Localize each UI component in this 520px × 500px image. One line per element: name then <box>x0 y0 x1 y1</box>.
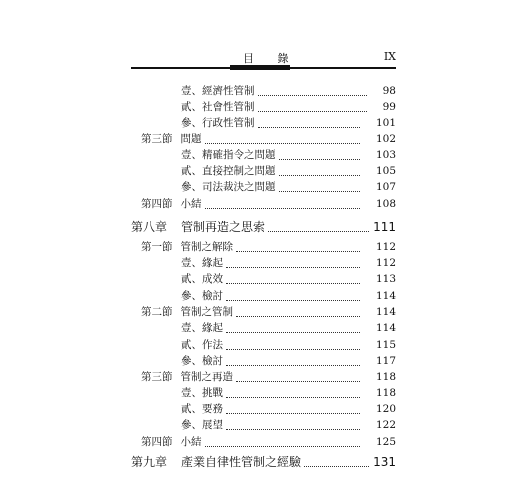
toc-section-number: 第八章 <box>131 220 168 234</box>
toc-page-number: 114 <box>375 290 396 302</box>
toc-section-number: 第三節 <box>141 133 173 145</box>
toc-entry-label <box>141 132 202 147</box>
toc-entry-title: 貳、直接控制之問題 <box>181 165 276 177</box>
toc-page-number: 102 <box>375 133 396 145</box>
toc-leader-dots <box>205 438 360 447</box>
toc-entry-label <box>181 402 223 417</box>
toc-entry-title: 產業自律性管制之經驗 <box>181 455 302 469</box>
toc-entry-label <box>181 180 276 195</box>
toc-entry-label <box>131 453 301 471</box>
toc-entry-label <box>181 321 223 336</box>
toc-entry-title: 貳、成效 <box>181 273 223 285</box>
toc-entry-title: 管制再造之思索 <box>181 220 266 234</box>
toc-entry-title: 壹、精確指令之問題 <box>181 149 276 161</box>
toc-section-number: 第四節 <box>141 198 173 210</box>
toc-leader-dots <box>226 259 360 268</box>
toc-leader-dots <box>279 167 360 176</box>
toc-entry-label <box>141 197 202 212</box>
toc-page-number: 115 <box>375 339 396 351</box>
toc-leader-dots <box>205 135 360 144</box>
toc-page-number: 103 <box>375 149 396 161</box>
toc-chapter-row <box>131 453 396 471</box>
toc-chapter-row <box>131 218 396 236</box>
toc-page-number: 118 <box>375 387 396 399</box>
toc-entry-label <box>141 240 233 255</box>
header-rule-accent <box>230 65 290 70</box>
toc-entry-label <box>131 218 265 236</box>
toc-leader-dots <box>226 405 360 414</box>
toc-entry-title: 參、檢討 <box>181 290 223 302</box>
toc-item-row <box>131 180 396 195</box>
toc-leader-dots <box>226 357 360 366</box>
toc-entry-label <box>141 305 233 320</box>
toc-entry-label <box>141 370 233 385</box>
toc-entry-label <box>181 100 255 115</box>
toc-leader-dots <box>236 243 360 252</box>
toc-item-row <box>131 354 396 369</box>
toc-page-number: 112 <box>375 241 396 253</box>
toc-page-number: 117 <box>375 355 396 367</box>
toc-item-row <box>131 418 396 433</box>
toc-item-row <box>131 402 396 417</box>
toc-leader-dots <box>226 341 360 350</box>
toc-entry-title: 貳、要務 <box>181 403 223 415</box>
toc-entry-title: 參、檢討 <box>181 355 223 367</box>
toc-leader-dots <box>226 324 360 333</box>
toc-leader-dots <box>236 373 360 382</box>
toc-entry-title: 管制之解除 <box>180 241 233 253</box>
toc-leader-dots <box>279 183 360 192</box>
toc-item-row <box>131 100 396 115</box>
toc-entry-title: 壹、緣起 <box>181 322 223 334</box>
toc-entry-title: 壹、挑戰 <box>181 387 223 399</box>
toc-leader-dots <box>268 223 369 232</box>
toc-item-row <box>131 164 396 179</box>
toc-leader-dots <box>226 389 360 398</box>
toc-entry-title: 參、展望 <box>181 419 223 431</box>
toc-leader-dots <box>258 103 367 112</box>
toc-section-number: 第二節 <box>141 306 173 318</box>
toc-entry-title: 壹、緣起 <box>181 257 223 269</box>
toc-page-number: 112 <box>375 257 396 269</box>
toc-section-row <box>131 305 396 320</box>
toc-entry-title: 小結 <box>180 198 202 210</box>
toc-section-number: 第九章 <box>131 455 168 469</box>
toc-entry-title: 貳、社會性管制 <box>181 101 255 113</box>
toc-item-row <box>131 272 396 287</box>
toc-entry-title: 壹、經濟性管制 <box>181 85 255 97</box>
toc-entry-label <box>181 289 223 304</box>
toc-entry-title: 問題 <box>180 133 202 145</box>
toc-entry-label <box>181 386 223 401</box>
toc-page-number: 122 <box>375 419 396 431</box>
toc-leader-dots <box>226 292 360 301</box>
toc-entry-label <box>181 256 223 271</box>
toc-page-number: 120 <box>375 403 396 415</box>
toc-section-number: 第一節 <box>141 241 173 253</box>
toc-page-number: 114 <box>375 306 396 318</box>
toc-item-row <box>131 338 396 353</box>
toc-page-number: 108 <box>375 198 396 210</box>
toc-page-number: 105 <box>375 165 396 177</box>
toc-entry-label <box>141 435 202 450</box>
toc-entry-label <box>181 354 223 369</box>
toc-page-number: 118 <box>375 371 396 383</box>
toc-leader-dots <box>226 421 360 430</box>
toc-entry-label <box>181 272 223 287</box>
header-title: 目 錄 <box>243 52 299 65</box>
toc-page-number: 99 <box>382 101 396 113</box>
toc-section-row <box>131 197 396 212</box>
toc-section-number: 第四節 <box>141 436 173 448</box>
toc-section-number: 第三節 <box>141 371 173 383</box>
toc-item-row <box>131 116 396 131</box>
toc-leader-dots <box>279 151 360 160</box>
toc-section-row <box>131 370 396 385</box>
toc-entry-label <box>181 148 276 163</box>
toc-leader-dots <box>236 308 360 317</box>
toc-leader-dots <box>205 200 360 209</box>
toc-entry-title: 貳、作法 <box>181 339 223 351</box>
toc-section-row <box>131 435 396 450</box>
toc-item-row <box>131 289 396 304</box>
toc-item-row <box>131 256 396 271</box>
toc-page-number: 113 <box>375 273 396 285</box>
toc-section-row <box>131 132 396 147</box>
toc-section-row <box>131 240 396 255</box>
toc-entry-label <box>181 84 255 99</box>
toc-entry-title: 小結 <box>180 436 202 448</box>
toc-entry-label <box>181 418 223 433</box>
toc-item-row <box>131 386 396 401</box>
toc-leader-dots <box>258 87 367 96</box>
toc-page-number: 131 <box>373 455 396 469</box>
toc-item-row <box>131 321 396 336</box>
toc-page-number: 111 <box>373 220 396 234</box>
header-page-number: IX <box>383 50 396 63</box>
toc-page-number: 101 <box>375 117 396 129</box>
toc-item-row <box>131 84 396 99</box>
toc-page-number: 98 <box>382 85 396 97</box>
toc-entry-label <box>181 164 276 179</box>
toc-page-number: 125 <box>375 436 396 448</box>
toc-leader-dots <box>258 119 360 128</box>
toc-leader-dots <box>304 458 369 467</box>
toc-entry-title: 管制之管制 <box>180 306 233 318</box>
toc-item-row <box>131 148 396 163</box>
toc-entry-label <box>181 338 223 353</box>
toc-page-number: 114 <box>375 322 396 334</box>
toc-page-number: 107 <box>375 181 396 193</box>
toc-leader-dots <box>226 275 360 284</box>
toc-entry-title: 參、行政性管制 <box>181 117 255 129</box>
toc-entry-title: 管制之再造 <box>180 371 233 383</box>
toc-entry-label <box>181 116 255 131</box>
toc-entry-title: 參、司法裁決之問題 <box>181 181 276 193</box>
